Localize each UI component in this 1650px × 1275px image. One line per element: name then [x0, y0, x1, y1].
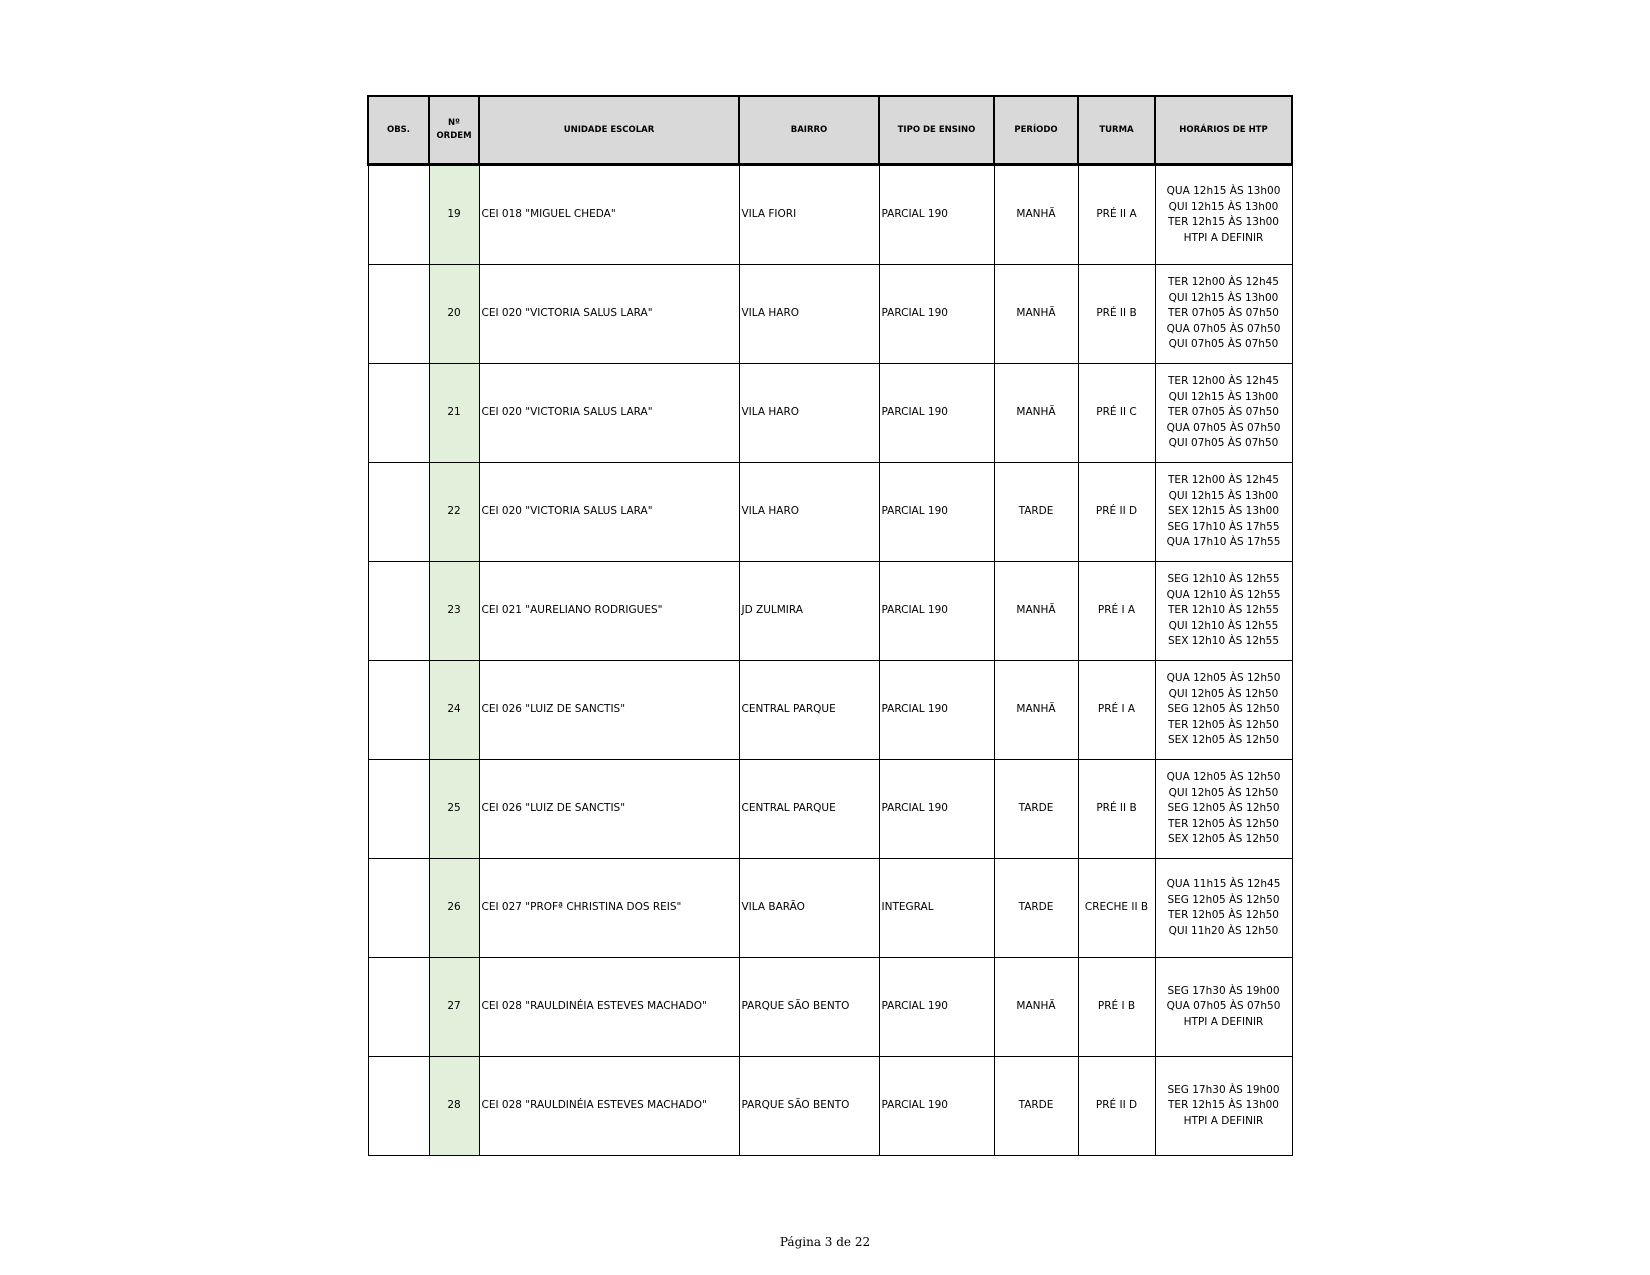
cell-bairro: CENTRAL PARQUE	[739, 760, 879, 859]
horario-line: QUI 07h05 ÀS 07h50	[1168, 437, 1279, 450]
cell-bairro: VILA HARO	[739, 364, 879, 463]
horario-line: QUA 17h10 ÀS 17h55	[1166, 536, 1281, 549]
table-row	[368, 661, 1292, 760]
cell-periodo: TARDE	[994, 760, 1078, 859]
cell-unidade-escolar: CEI 026 "LUIZ DE SANCTIS"	[479, 661, 739, 760]
cell-horarios-de-htp	[1155, 661, 1292, 760]
cell-unidade-escolar: CEI 027 "PROFª CHRISTINA DOS REIS"	[479, 859, 739, 958]
cell-turma: PRÉ II C	[1078, 364, 1155, 463]
cell-obs	[368, 364, 429, 463]
cell-ordem: 21	[429, 364, 479, 463]
cell-periodo: MANHÃ	[994, 661, 1078, 760]
cell-turma: PRÉ II A	[1078, 165, 1155, 265]
horario-line: SEX 12h05 ÀS 12h50	[1167, 833, 1280, 846]
horario-line: TER 12h05 ÀS 12h50	[1168, 909, 1279, 921]
header-bairro: BAIRRO	[739, 96, 879, 165]
header-periodo: PERÍODO	[994, 96, 1078, 165]
cell-bairro: JD ZULMIRA	[739, 562, 879, 661]
cell-bairro: VILA BARÃO	[739, 859, 879, 958]
cell-unidade-escolar: CEI 021 "AURELIANO RODRIGUES"	[479, 562, 739, 661]
header-row	[368, 96, 1292, 165]
cell-horarios-de-htp	[1155, 165, 1292, 265]
cell-ordem: 25	[429, 760, 479, 859]
horario-line: TER 07h05 ÀS 07h50	[1168, 406, 1279, 419]
cell-tipo-de-ensino: PARCIAL 190	[879, 958, 994, 1057]
header-ordem-line2: ORDEM	[436, 131, 472, 141]
horario-line: QUA 11h15 ÀS 12h45	[1166, 878, 1281, 890]
cell-ordem: 28	[429, 1057, 479, 1156]
cell-periodo: MANHÃ	[994, 958, 1078, 1057]
table-row	[368, 562, 1292, 661]
horario-line: QUA 12h05 ÀS 12h50	[1166, 672, 1281, 685]
horario-line: SEX 12h05 ÀS 12h50	[1167, 734, 1280, 747]
horario-line: QUA 07h05 ÀS 07h50	[1166, 421, 1281, 434]
cell-horarios-de-htp	[1155, 760, 1292, 859]
cell-obs	[368, 165, 429, 265]
horario-line: QUI 12h05 ÀS 12h50	[1168, 687, 1279, 700]
horario-line: TER 12h05 ÀS 12h50	[1168, 718, 1279, 731]
cell-bairro: VILA FIORI	[739, 165, 879, 265]
cell-turma: CRECHE II B	[1078, 859, 1155, 958]
cell-bairro: CENTRAL PARQUE	[739, 661, 879, 760]
header-ordem-line1: Nº	[448, 118, 460, 128]
table-header	[368, 96, 1292, 165]
cell-unidade-escolar: CEI 020 "VICTORIA SALUS LARA"	[479, 265, 739, 364]
cell-obs	[368, 760, 429, 859]
table-row	[368, 1057, 1292, 1156]
cell-tipo-de-ensino: PARCIAL 190	[879, 1057, 994, 1156]
horario-line: TER 07h05 ÀS 07h50	[1168, 307, 1279, 320]
horario-line: QUI 12h15 ÀS 13h00	[1168, 390, 1279, 403]
horario-line: SEG 17h30 ÀS 19h00	[1167, 1083, 1280, 1096]
horario-line: TER 12h00 ÀS 12h45	[1168, 474, 1279, 487]
cell-bairro: PARQUE SÃO BENTO	[739, 958, 879, 1057]
cell-obs	[368, 958, 429, 1057]
cell-periodo: TARDE	[994, 1057, 1078, 1156]
table-body	[368, 165, 1292, 1156]
cell-periodo: TARDE	[994, 463, 1078, 562]
cell-periodo: TARDE	[994, 859, 1078, 958]
horario-line: QUA 12h15 ÀS 13h00	[1166, 185, 1281, 197]
table-row	[368, 859, 1292, 958]
htp-schedule-table	[367, 95, 1293, 1156]
cell-periodo: MANHÃ	[994, 265, 1078, 364]
cell-turma: PRÉ I B	[1078, 958, 1155, 1057]
cell-tipo-de-ensino: PARCIAL 190	[879, 760, 994, 859]
cell-obs	[368, 562, 429, 661]
cell-ordem: 22	[429, 463, 479, 562]
horario-line: TER 12h00 ÀS 12h45	[1168, 375, 1279, 388]
horario-line: SEG 12h05 ÀS 12h50	[1167, 703, 1280, 716]
horario-line: TER 12h00 ÀS 12h45	[1168, 276, 1279, 289]
cell-periodo: MANHÃ	[994, 165, 1078, 265]
table-row	[368, 463, 1292, 562]
cell-tipo-de-ensino: INTEGRAL	[879, 859, 994, 958]
cell-unidade-escolar: CEI 026 "LUIZ DE SANCTIS"	[479, 760, 739, 859]
cell-unidade-escolar: CEI 028 "RAULDINÉIA ESTEVES MACHADO"	[479, 1057, 739, 1156]
cell-ordem: 19	[429, 165, 479, 265]
cell-horarios-de-htp	[1155, 562, 1292, 661]
cell-horarios-de-htp	[1155, 463, 1292, 562]
horario-line: QUI 12h10 ÀS 12h55	[1168, 619, 1279, 632]
header-obs: OBS.	[368, 96, 429, 165]
horario-line: QUI 11h20 ÀS 12h50	[1168, 924, 1279, 937]
horario-line: SEG 12h05 ÀS 12h50	[1167, 893, 1280, 906]
cell-tipo-de-ensino: PARCIAL 190	[879, 562, 994, 661]
cell-turma: PRÉ I A	[1078, 562, 1155, 661]
cell-periodo: MANHÃ	[994, 364, 1078, 463]
horario-line: HTPI A DEFINIR	[1183, 231, 1264, 244]
horario-line: SEG 12h05 ÀS 12h50	[1167, 802, 1280, 815]
cell-ordem: 26	[429, 859, 479, 958]
cell-turma: PRÉ I A	[1078, 661, 1155, 760]
header-horarios-de-htp: HORÁRIOS DE HTP	[1155, 96, 1292, 165]
cell-obs	[368, 859, 429, 958]
horario-line: QUA 12h10 ÀS 12h55	[1166, 588, 1281, 601]
table-row	[368, 265, 1292, 364]
cell-obs	[368, 1057, 429, 1156]
cell-bairro: VILA HARO	[739, 265, 879, 364]
horario-line: HTPI A DEFINIR	[1183, 1114, 1264, 1127]
cell-unidade-escolar: CEI 028 "RAULDINÉIA ESTEVES MACHADO"	[479, 958, 739, 1057]
cell-unidade-escolar: CEI 020 "VICTORIA SALUS LARA"	[479, 364, 739, 463]
horario-line: TER 12h10 ÀS 12h55	[1168, 604, 1279, 617]
horario-line: QUI 07h05 ÀS 07h50	[1168, 338, 1279, 351]
cell-unidade-escolar: CEI 020 "VICTORIA SALUS LARA"	[479, 463, 739, 562]
cell-turma: PRÉ II D	[1078, 463, 1155, 562]
header-unidade-escolar: UNIDADE ESCOLAR	[479, 96, 739, 165]
cell-ordem: 20	[429, 265, 479, 364]
cell-ordem: 27	[429, 958, 479, 1057]
horario-line: QUI 12h15 ÀS 13h00	[1168, 489, 1279, 502]
horario-line: HTPI A DEFINIR	[1183, 1015, 1264, 1028]
horario-line: TER 12h15 ÀS 13h00	[1168, 216, 1279, 228]
cell-horarios-de-htp	[1155, 859, 1292, 958]
cell-turma: PRÉ II B	[1078, 265, 1155, 364]
horario-line: QUI 12h15 ÀS 13h00	[1168, 291, 1279, 304]
cell-horarios-de-htp	[1155, 364, 1292, 463]
header-turma: TURMA	[1078, 96, 1155, 165]
cell-ordem: 23	[429, 562, 479, 661]
cell-turma: PRÉ II D	[1078, 1057, 1155, 1156]
table-row	[368, 760, 1292, 859]
horario-line: SEX 12h10 ÀS 12h55	[1167, 635, 1280, 648]
cell-unidade-escolar: CEI 018 "MIGUEL CHEDA"	[479, 165, 739, 265]
cell-turma: PRÉ II B	[1078, 760, 1155, 859]
cell-obs	[368, 463, 429, 562]
cell-ordem: 24	[429, 661, 479, 760]
horario-line: QUA 12h05 ÀS 12h50	[1166, 771, 1281, 784]
horario-line: SEG 17h10 ÀS 17h55	[1167, 520, 1280, 533]
cell-tipo-de-ensino: PARCIAL 190	[879, 463, 994, 562]
cell-tipo-de-ensino: PARCIAL 190	[879, 165, 994, 265]
cell-horarios-de-htp	[1155, 265, 1292, 364]
horario-line: SEG 17h30 ÀS 19h00	[1167, 984, 1280, 997]
horario-line: SEG 12h10 ÀS 12h55	[1167, 573, 1280, 586]
cell-periodo: MANHÃ	[994, 562, 1078, 661]
horario-line: QUA 07h05 ÀS 07h50	[1166, 1000, 1281, 1013]
table-row	[368, 364, 1292, 463]
cell-horarios-de-htp	[1155, 1057, 1292, 1156]
horario-line: QUI 12h15 ÀS 13h00	[1168, 200, 1279, 213]
cell-tipo-de-ensino: PARCIAL 190	[879, 364, 994, 463]
cell-bairro: VILA HARO	[739, 463, 879, 562]
page-number: Página 3 de 22	[779, 1235, 871, 1249]
cell-horarios-de-htp	[1155, 958, 1292, 1057]
horario-line: TER 12h05 ÀS 12h50	[1168, 817, 1279, 830]
horario-line: QUI 12h05 ÀS 12h50	[1168, 786, 1279, 799]
horario-line: TER 12h15 ÀS 13h00	[1168, 1099, 1279, 1112]
cell-obs	[368, 661, 429, 760]
table-row	[368, 958, 1292, 1057]
cell-bairro: PARQUE SÃO BENTO	[739, 1057, 879, 1156]
cell-obs	[368, 265, 429, 364]
cell-tipo-de-ensino: PARCIAL 190	[879, 661, 994, 760]
horario-line: SEX 12h15 ÀS 13h00	[1167, 505, 1280, 518]
table-row	[368, 165, 1292, 265]
header-tipo-de-ensino: TIPO DE ENSINO	[879, 96, 994, 165]
horario-line: QUA 07h05 ÀS 07h50	[1166, 322, 1281, 335]
header-ordem	[429, 96, 479, 165]
cell-tipo-de-ensino: PARCIAL 190	[879, 265, 994, 364]
